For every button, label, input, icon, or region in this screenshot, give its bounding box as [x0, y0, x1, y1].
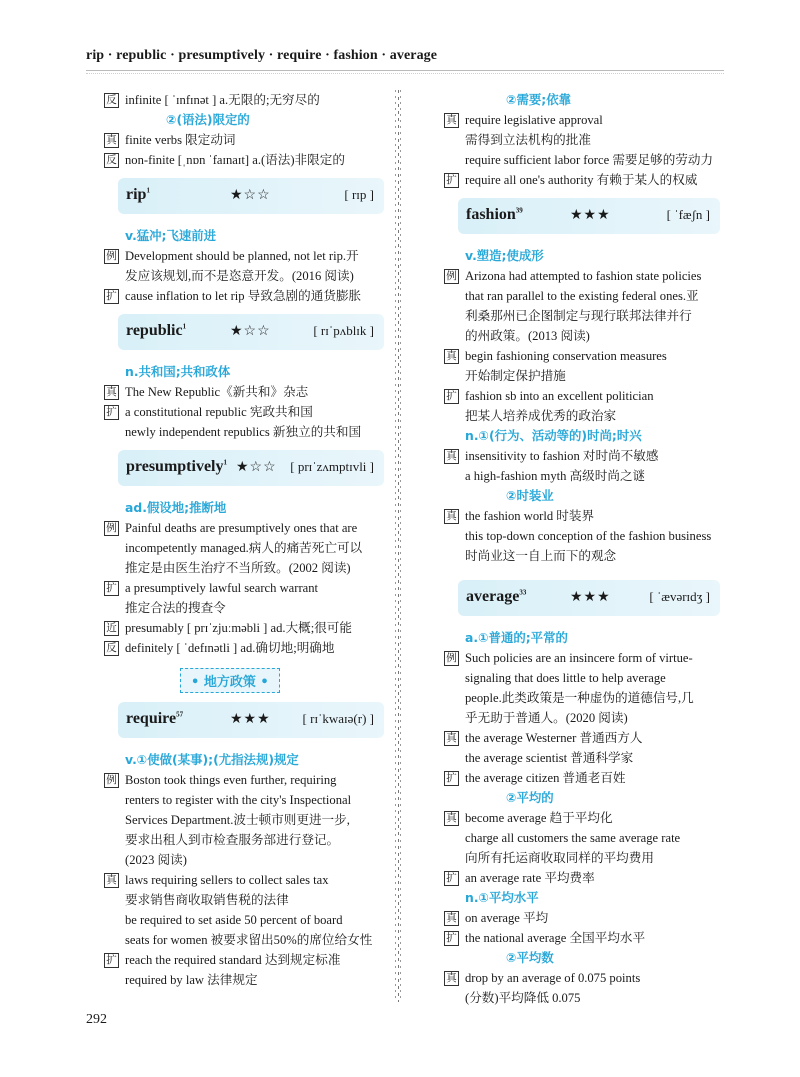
entry-text: 要求销售商收取销售税的法律 [125, 893, 289, 907]
example-text: Such policies are an insincere form of virtue- [465, 651, 693, 665]
example-translation: 发应该规划,而不是恣意开发。(2016 阅读) [125, 269, 354, 283]
headword: average$^{33}$ [466, 588, 527, 605]
entry-text: 时尚业这一自上而下的观念 [465, 549, 617, 563]
headword-band-average [458, 580, 720, 616]
example-translation: 要求出租人到市检查服务部进行登记。 [125, 833, 340, 847]
entry-text: 需得到立法机构的批准 [465, 133, 591, 147]
headword: require$^{57}$ [126, 710, 184, 727]
entry-text: 开始制定保护措施 [465, 369, 566, 383]
phonetic: [ rɪˈkwaɪə(r) ] [302, 711, 374, 726]
entry-text: presumably [ prɪˈzjuːməbli ] ad.大概;很可能 [125, 621, 352, 635]
extension-marker: 扩 [444, 871, 459, 886]
rating-stars: ★★★ [230, 712, 271, 727]
phonetic: [ prɪˈzʌmptɪvli ] [290, 459, 374, 474]
headword-band-republic [118, 314, 384, 350]
entry-text: require all one's authority 有赖于某人的权威 [465, 173, 698, 187]
entry-text: drop by an average of 0.075 points [465, 971, 641, 985]
entry-text: on average 平均 [465, 911, 549, 925]
entry-text: (分数)平均降低 0.075 [465, 991, 581, 1005]
headword: republic$^1$ [126, 322, 187, 339]
phonetic: [ ˈfæʃn ] [666, 207, 710, 222]
sense-label: ②需要;依靠 [506, 92, 572, 107]
entry-text: the fashion world 时装界 [465, 509, 595, 523]
example-text: that ran parallel to the existing federal ones.亚 [465, 289, 699, 303]
header-rule [86, 70, 724, 71]
headword: presumptively$^1$ [126, 458, 227, 475]
entry-text: reach the required standard 达到规定标准 [125, 953, 341, 967]
entry-text: fashion sb into an excellent politician [465, 389, 654, 403]
sense-label: v.①使做(某事);(尤指法规)规定 [125, 752, 299, 767]
headword: rip$^1$ [126, 186, 150, 203]
sense-label: v.猛冲;飞速前进 [125, 228, 217, 243]
exam-marker: 真 [104, 133, 119, 148]
topic-tag: • 地方政策 • [104, 668, 386, 694]
entry-text: finite verbs 限定动词 [125, 133, 236, 147]
example-text: Painful deaths are presumptively ones that are [125, 521, 358, 535]
antonym-marker: 反 [104, 153, 119, 168]
antonym-marker: 反 [104, 93, 119, 108]
example-text: signaling that does little to help average [465, 671, 666, 685]
exam-marker: 真 [444, 911, 459, 926]
page-number: 292 [86, 1012, 107, 1027]
column-divider [393, 90, 403, 1002]
example-marker: 例 [104, 521, 119, 536]
entry-text: this top-down conception of the fashion business [465, 529, 712, 543]
entry-text: laws requiring sellers to collect sales tax [125, 873, 329, 887]
phonetic: [ ˈævərɪdʒ ] [649, 589, 710, 604]
entry-text: definitely [ ˈdefɪnətli ] ad.确切地;明确地 [125, 641, 335, 655]
exam-marker: 真 [104, 873, 119, 888]
exam-marker: 真 [444, 113, 459, 128]
exam-marker: 真 [444, 971, 459, 986]
exam-marker: 真 [444, 449, 459, 464]
sense-label: n.①平均水平 [465, 890, 539, 905]
entry-text: be required to set aside 50 percent of board [125, 913, 343, 927]
example-translation: 推定是由医生治疗不当所致。(2002 阅读) [125, 561, 351, 575]
entry-text: 推定合法的搜查令 [125, 601, 226, 615]
extension-marker: 扩 [444, 173, 459, 188]
example-marker: 例 [104, 249, 119, 264]
entry-text: the national average 全国平均水平 [465, 931, 646, 945]
example-text: Boston took things even further, requiring [125, 773, 337, 787]
example-text: renters to register with the city's Inspectional [125, 793, 352, 807]
example-translation: 利桑那州已企图制定与现行联邦法律并行 [465, 309, 692, 323]
entry-text: 把某人培养成优秀的政治家 [465, 409, 617, 423]
entry-text: seats for women 被要求留出50%的席位给女性 [125, 933, 373, 947]
exam-marker: 真 [444, 811, 459, 826]
example-text: Development should be planned, not let rip.开 [125, 249, 359, 263]
extension-marker: 扩 [444, 389, 459, 404]
running-header: rip · republic · presumptively · require · fashion · average [86, 48, 438, 63]
entry-text: the average scientist 普通科学家 [465, 751, 634, 765]
headword-band-presumptively [118, 450, 384, 486]
rating-stars: ★★★ [570, 590, 611, 605]
example-text: Services Department.波士顿市则更进一步, [125, 813, 350, 827]
extension-marker: 扩 [104, 953, 119, 968]
rating-stars: ★☆☆ [230, 188, 271, 203]
example-translation: people.此类政策是一种虚伪的道德信号,几 [465, 691, 694, 705]
entry-text: a high-fashion myth 高级时尚之谜 [465, 469, 646, 483]
entry-text: become average 趋于平均化 [465, 811, 613, 825]
example-marker: 例 [444, 651, 459, 666]
rating-stars: ★★★ [570, 208, 611, 223]
rating-stars: ★☆☆ [236, 460, 277, 475]
extension-marker: 扩 [444, 931, 459, 946]
right-column [444, 90, 720, 1008]
entry-text: an average rate 平均费率 [465, 871, 595, 885]
synonym-marker: 近 [104, 621, 119, 636]
headword-band-require [118, 702, 384, 738]
entry-text: the average Westerner 普通西方人 [465, 731, 643, 745]
sense-label: ②平均的 [506, 790, 554, 805]
entry-text: 向所有托运商收取同样的平均费用 [465, 851, 654, 865]
extension-marker: 扩 [104, 581, 119, 596]
entry-text: require legislative approval [465, 113, 603, 127]
entry-text: infinite [ ˈɪnfɪnət ] a.无限的;无穷尽的 [125, 93, 320, 107]
exam-marker: 真 [444, 349, 459, 364]
exam-marker: 真 [444, 509, 459, 524]
sense-label: n.共和国;共和政体 [125, 364, 231, 379]
phonetic: [ rɪˈpʌblɪk ] [313, 323, 374, 338]
sense-label: v.塑造;使成形 [465, 248, 544, 263]
example-text: incompetently managed.病人的痛苦死亡可以 [125, 541, 363, 555]
example-marker: 例 [444, 269, 459, 284]
extension-marker: 扩 [444, 771, 459, 786]
header-rule-dotted [86, 73, 724, 74]
headword-band-rip [118, 178, 384, 214]
entry-text: charge all customers the same average rate [465, 831, 681, 845]
rating-stars: ★☆☆ [230, 324, 271, 339]
headword-band-fashion [458, 198, 720, 234]
extension-marker: 扩 [104, 289, 119, 304]
example-source: (2023 阅读) [125, 853, 187, 867]
exam-marker: 真 [444, 731, 459, 746]
entry-text: required by law 法律规定 [125, 973, 258, 987]
sense-label: a.①普通的;平常的 [465, 630, 568, 645]
entry-text: a constitutional republic 宪政共和国 [125, 405, 313, 419]
left-column [104, 90, 386, 990]
sense-label: ②时装业 [506, 488, 554, 503]
entry-text: a presumptively lawful search warrant [125, 581, 319, 595]
sense-label: ad.假设地;推断地 [125, 500, 227, 515]
headword: fashion$^{39}$ [466, 206, 523, 223]
example-translation: 乎无助于普通人。(2020 阅读) [465, 711, 628, 725]
antonym-marker: 反 [104, 641, 119, 656]
example-text: Arizona had attempted to fashion state policies [465, 269, 702, 283]
phonetic: [ rɪp ] [344, 187, 374, 202]
sense-label: ②平均数 [506, 950, 554, 965]
entry-line [104, 90, 386, 110]
example-translation: 的州政策。(2013 阅读) [465, 329, 590, 343]
example-marker: 例 [104, 773, 119, 788]
extension-marker: 扩 [104, 405, 119, 420]
entry-text: cause inflation to let rip 导致急剧的通货膨胀 [125, 289, 362, 303]
sense-label: n.①(行为、活动等的)时尚;时兴 [465, 428, 642, 443]
entry-text: newly independent republics 新独立的共和国 [125, 425, 362, 439]
entry-text: insensitivity to fashion 对时尚不敏感 [465, 449, 659, 463]
entry-text: the average citizen 普通老百姓 [465, 771, 626, 785]
entry-text: require sufficient labor force 需要足够的劳动力 [465, 153, 714, 167]
entry-text: The New Republic《新共和》杂志 [125, 385, 309, 399]
entry-text: non-finite [ˌnɒn ˈfaɪnaɪt] a.(语法)非限定的 [125, 153, 345, 167]
sense-label: ②(语法)限定的 [166, 112, 250, 127]
exam-marker: 真 [104, 385, 119, 400]
entry-text: begin fashioning conservation measures [465, 349, 667, 363]
